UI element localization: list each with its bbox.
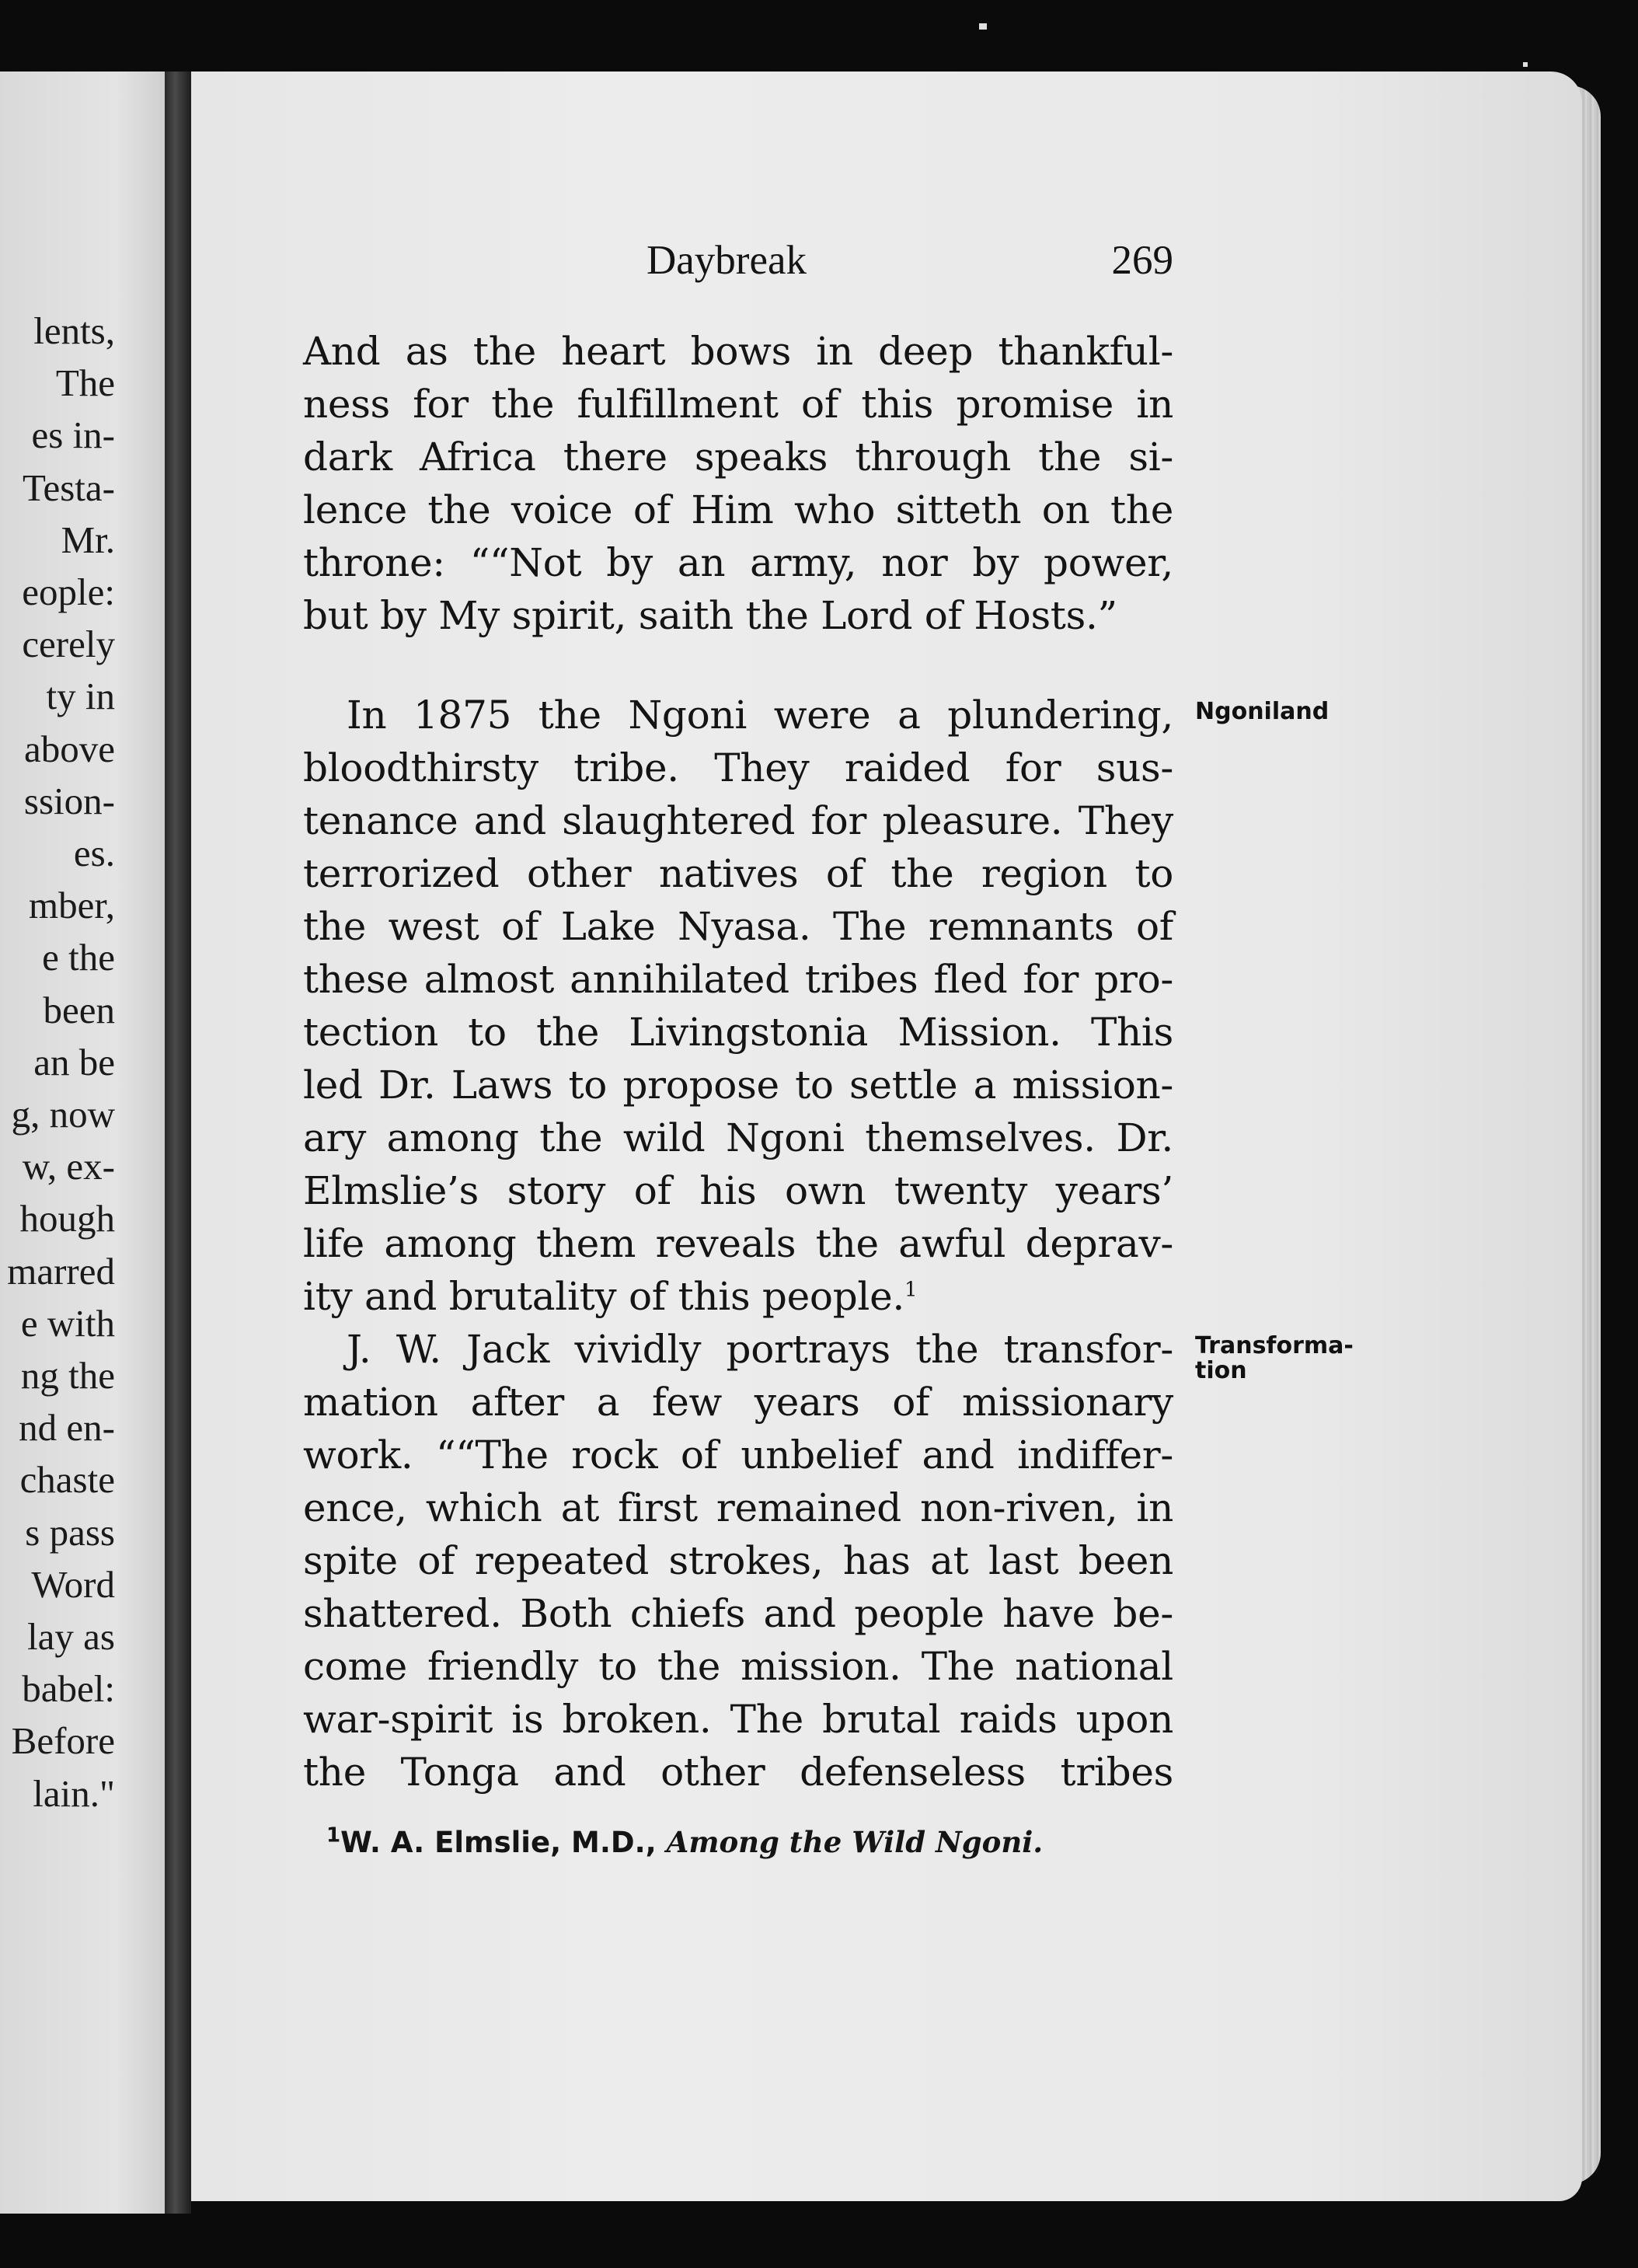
previous-page-fragment: ty in bbox=[46, 675, 115, 718]
text-line: the Tonga and other defenseless tribes bbox=[303, 1750, 1173, 1795]
margin-note-ngoniland: Ngoniland bbox=[1195, 698, 1330, 725]
previous-page-fragment: mber, bbox=[29, 884, 115, 927]
previous-page-fragment: been bbox=[43, 988, 115, 1031]
text-line: Elmslie’s story of his own twenty years’ bbox=[303, 1168, 1173, 1213]
previous-page-fragment: ssion- bbox=[23, 779, 115, 822]
previous-page-fragment: e the bbox=[42, 936, 115, 979]
text-line: life among them reveals the awful deprav- bbox=[303, 1221, 1173, 1266]
text-line: throne: ““Not by an army, nor by power, bbox=[303, 540, 1173, 585]
text-line: bloodthirsty tribe. They raided for sus- bbox=[303, 745, 1173, 790]
previous-page-fragment: w, ex- bbox=[22, 1145, 115, 1188]
text-line: but by My spirit, saith the Lord of Hosts.” bbox=[303, 593, 1117, 638]
text-line: ness for the fulfillment of this promise in bbox=[303, 382, 1173, 427]
text-line: terrorized other natives of the region to bbox=[303, 851, 1173, 896]
page-number: 269 bbox=[1111, 238, 1173, 283]
previous-page-fragment: The bbox=[55, 361, 115, 405]
previous-page-fragment: lay as bbox=[27, 1615, 115, 1658]
previous-page bbox=[0, 72, 165, 2214]
previous-page-fragment: lents, bbox=[33, 309, 115, 352]
previous-page-fragment: g, now bbox=[11, 1093, 115, 1136]
running-title: Daybreak bbox=[646, 238, 807, 283]
text-line: these almost annihilated tribes fled for pro- bbox=[303, 957, 1173, 1002]
text-line: In 1875 the Ngoni were a plundering, bbox=[347, 693, 1173, 738]
previous-page-fragment: chaste bbox=[19, 1458, 115, 1502]
text-line: led Dr. Laws to propose to settle a mission- bbox=[303, 1062, 1173, 1108]
previous-page-fragment: eople: bbox=[22, 570, 115, 613]
text-line-content: ity and brutality of this people. bbox=[303, 1274, 904, 1319]
text-line: work. ““The rock of unbelief and indiffer- bbox=[303, 1432, 1173, 1478]
text-line: tection to the Livingstonia Mission. This bbox=[303, 1010, 1173, 1055]
previous-page-fragment: ng the bbox=[20, 1354, 115, 1397]
text-line: mation after a few years of missionary bbox=[303, 1380, 1173, 1425]
previous-page-fragment: e with bbox=[20, 1301, 115, 1345]
previous-page-fragment: an be bbox=[33, 1040, 115, 1083]
book-gutter bbox=[165, 72, 191, 2214]
margin-note-line: Transforma- bbox=[1195, 1332, 1354, 1359]
previous-page-fragment: s pass bbox=[25, 1510, 115, 1554]
text-line: spite of repeated strokes, has at last been bbox=[303, 1538, 1173, 1583]
footnote-marker: 1 bbox=[326, 1823, 341, 1848]
text-line: ary among the wild Ngoni themselves. Dr. bbox=[303, 1115, 1173, 1160]
text-line bbox=[303, 1270, 1173, 1323]
previous-page-fragment: babel: bbox=[22, 1667, 115, 1711]
text-line: lence the voice of Him who sitteth on the bbox=[303, 487, 1173, 532]
scan-speck bbox=[979, 23, 987, 30]
paragraph-1 bbox=[303, 325, 1173, 642]
previous-page-fragment: cerely bbox=[22, 623, 115, 666]
previous-page-fragment: hough bbox=[19, 1197, 115, 1240]
previous-page-fragment: Word bbox=[31, 1562, 115, 1606]
text-line: war-spirit is broken. The brutal raids upon bbox=[303, 1697, 1173, 1742]
text-line: tenance and slaughtered for pleasure. They bbox=[303, 798, 1173, 843]
text-line: come friendly to the mission. The national bbox=[303, 1644, 1173, 1689]
previous-page-fragment: es in- bbox=[31, 413, 115, 457]
footnote-work-title: Among the Wild Ngoni. bbox=[666, 1825, 1044, 1859]
text-line: shattered. Both chiefs and people have be- bbox=[303, 1591, 1173, 1636]
previous-page-fragment: es. bbox=[73, 832, 115, 874]
footnote-reference: 1 bbox=[904, 1278, 918, 1302]
text-line: ence, which at first remained non-riven, in bbox=[303, 1485, 1173, 1530]
page-header bbox=[303, 237, 1173, 299]
text-line: J. W. Jack vividly portrays the transfor- bbox=[347, 1327, 1173, 1372]
scan-speck bbox=[1523, 62, 1528, 67]
footnote bbox=[326, 1825, 1181, 1859]
text-line: And as the heart bows in deep thankful- bbox=[303, 329, 1173, 374]
previous-page-fragment: Before bbox=[11, 1719, 115, 1763]
previous-page-fragment: above bbox=[24, 727, 115, 770]
previous-page-fragment: nd en- bbox=[19, 1406, 115, 1450]
margin-note-transformation bbox=[1195, 1334, 1428, 1383]
previous-page-fragment: marred bbox=[7, 1249, 115, 1293]
text-line: dark Africa there speaks through the si- bbox=[303, 434, 1173, 480]
paragraph-2 bbox=[303, 689, 1173, 1323]
text-line: the west of Lake Nyasa. The remnants of bbox=[303, 904, 1173, 949]
previous-page-fragment: lain." bbox=[33, 1771, 115, 1815]
footnote-author: W. A. Elmslie, M.D., bbox=[340, 1826, 667, 1859]
previous-page-fragment: Mr. bbox=[61, 518, 115, 561]
previous-page-fragment: Testa- bbox=[22, 466, 115, 509]
margin-note-line: tion bbox=[1195, 1357, 1247, 1384]
paragraph-3 bbox=[303, 1323, 1173, 1799]
